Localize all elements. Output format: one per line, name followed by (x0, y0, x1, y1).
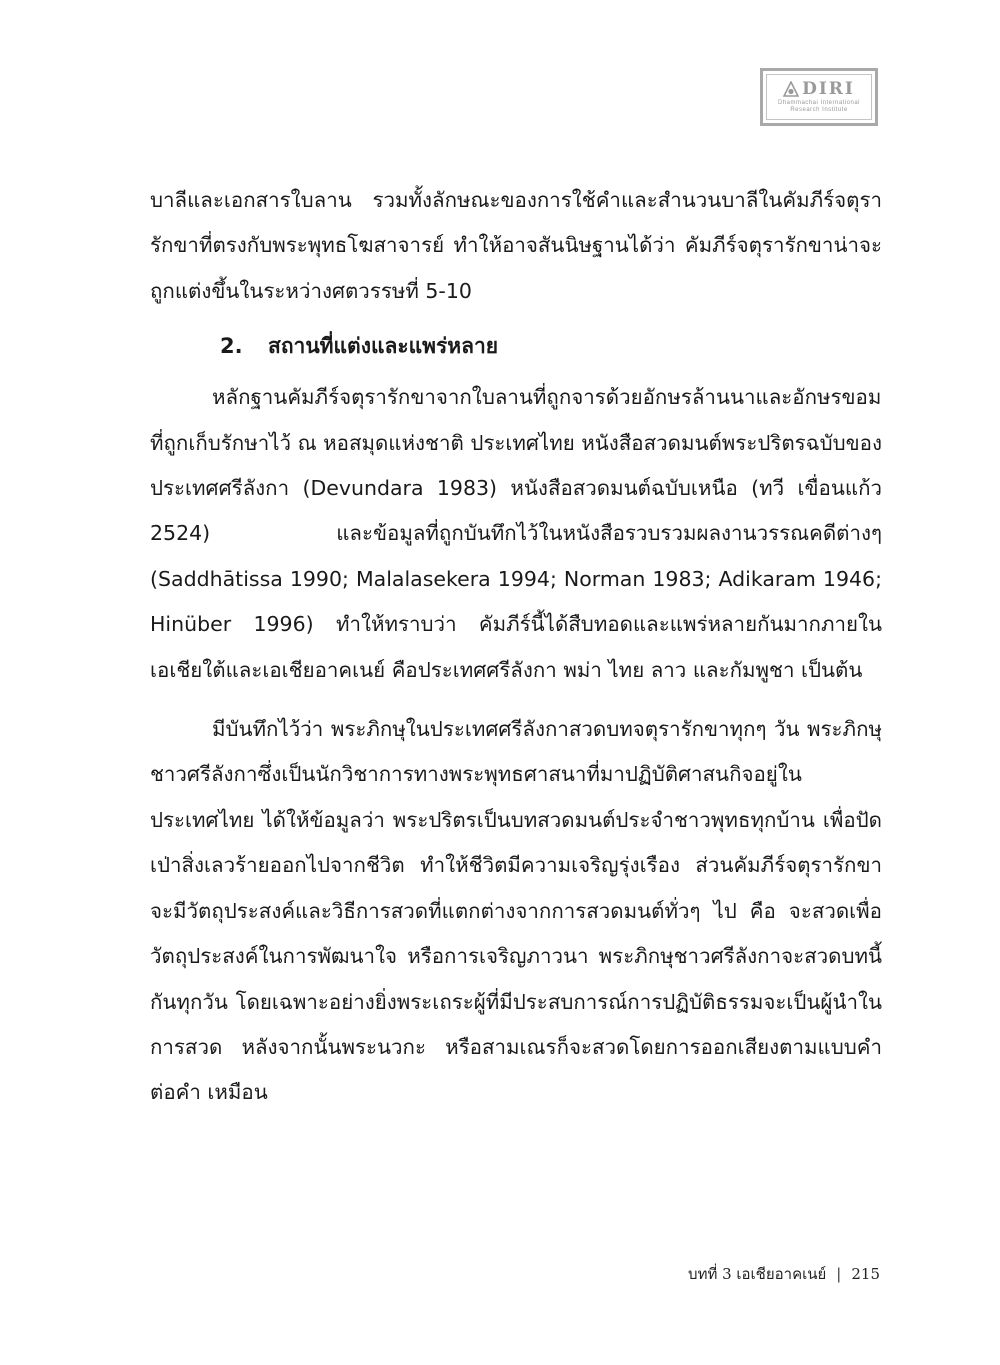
page-body (150, 178, 882, 1116)
logo-top-row (783, 78, 855, 99)
logo-subtitle-1: Dhammachai International (777, 99, 861, 106)
paragraph-3: มีบันทึกไว้ว่า พระภิกษุในประเทศศรีลังกาสวดบทจตุรารักขาทุกๆ วัน พระภิกษุชาวศรีลังกาซึ่งเป็นนักวิชาการทางพระพุทธศาสนาที่มาปฏิบัติศาสนกิจอยู่ในประเทศไทย ได้ให้ข้อมูลว่า พระปริตรเป็นบทสวดมนต์ประจำชาวพุทธทุกบ้าน เพื่อปัดเป่าสิ่งเลวร้ายออกไปจากชีวิต ทำให้ชีวิตมีความเจริญรุ่งเรือง ส่วนคัมภีร์จตุรารักขาจะมีวัตถุประสงค์และวิธีการสวดที่แตกต่างจากการสวดมนต์ทั่วๆ ไป คือ จะสวดเพื่อวัตถุประสงค์ในการพัฒนาใจ หรือการเจริญภาวนา พระภิกษุชาวศรีลังกาจะสวดบทนี้กันทุกวัน โดยเฉพาะอย่างยิ่งพระเถระผู้ที่มีประสบการณ์การปฏิบัติธรรมจะเป็นผู้นำในการสวด หลังจากนั้นพระนวกะ หรือสามเณรก็จะสวดโดยการออกเสียงตามแบบคำต่อคำ เหมือน (150, 717, 882, 1105)
logo-emblem-icon (783, 81, 799, 97)
paragraph-2: หลักฐานคัมภีร์จตุรารักขาจากใบลานที่ถูกจารด้วยอักษรล้านนาและอักษรขอมที่ถูกเก็บรักษาไว้ ณ หอสมุดแห่งชาติ ประเทศไทย หนังสือสวดมนต์พระปริตรฉบับของประเทศศรีลังกา (Devundara 1983) หนังสือสวดมนต์ฉบับเหนือ (ทวี เขื่อนแก้ว 2524) และข้อมูลที่ถูกบันทึกไว้ในหนังสือรวบรวมผลงานวรรณคดีต่างๆ (Saddhātissa 1990; Malalasekera 1994; Norman 1983; Adikaram 1946; Hinüber 1996) ทำให้ทราบว่า คัมภีร์นี้ได้สืบทอดและแพร่หลายกันมากภายในเอเชียใต้และเอเชียอาคเนย์ คือประเทศศรีลังกา พม่า ไทย ลาว และกัมพูชา เป็นต้น (150, 385, 882, 682)
logo-wordmark: DIRI (802, 78, 855, 99)
page-footer (688, 1262, 880, 1286)
logo-frame (766, 74, 872, 120)
page-number: 215 (851, 1265, 880, 1283)
section-heading (150, 324, 882, 369)
footer-separator: | (836, 1265, 842, 1283)
logo-subtitle-2: Research Institute (790, 106, 848, 113)
chapter-label: บทที่ 3 เอเชียอาคเนย์ (688, 1265, 827, 1283)
diri-logo (760, 68, 878, 126)
paragraph-1: บาลีและเอกสารใบลาน รวมทั้งลักษณะของการใช้คำและสำนวนบาลีในคัมภีร์จตุรารักขาที่ตรงกับพระพุทธโฆสาจารย์ ทำให้อาจสันนิษฐานได้ว่า คัมภีร์จตุรารักขาน่าจะถูกแต่งขึ้นในระหว่างศตวรรษที่ 5-10 (150, 188, 882, 303)
section-title: สถานที่แต่งและแพร่หลาย (268, 334, 499, 359)
section-number: 2. (220, 334, 243, 359)
